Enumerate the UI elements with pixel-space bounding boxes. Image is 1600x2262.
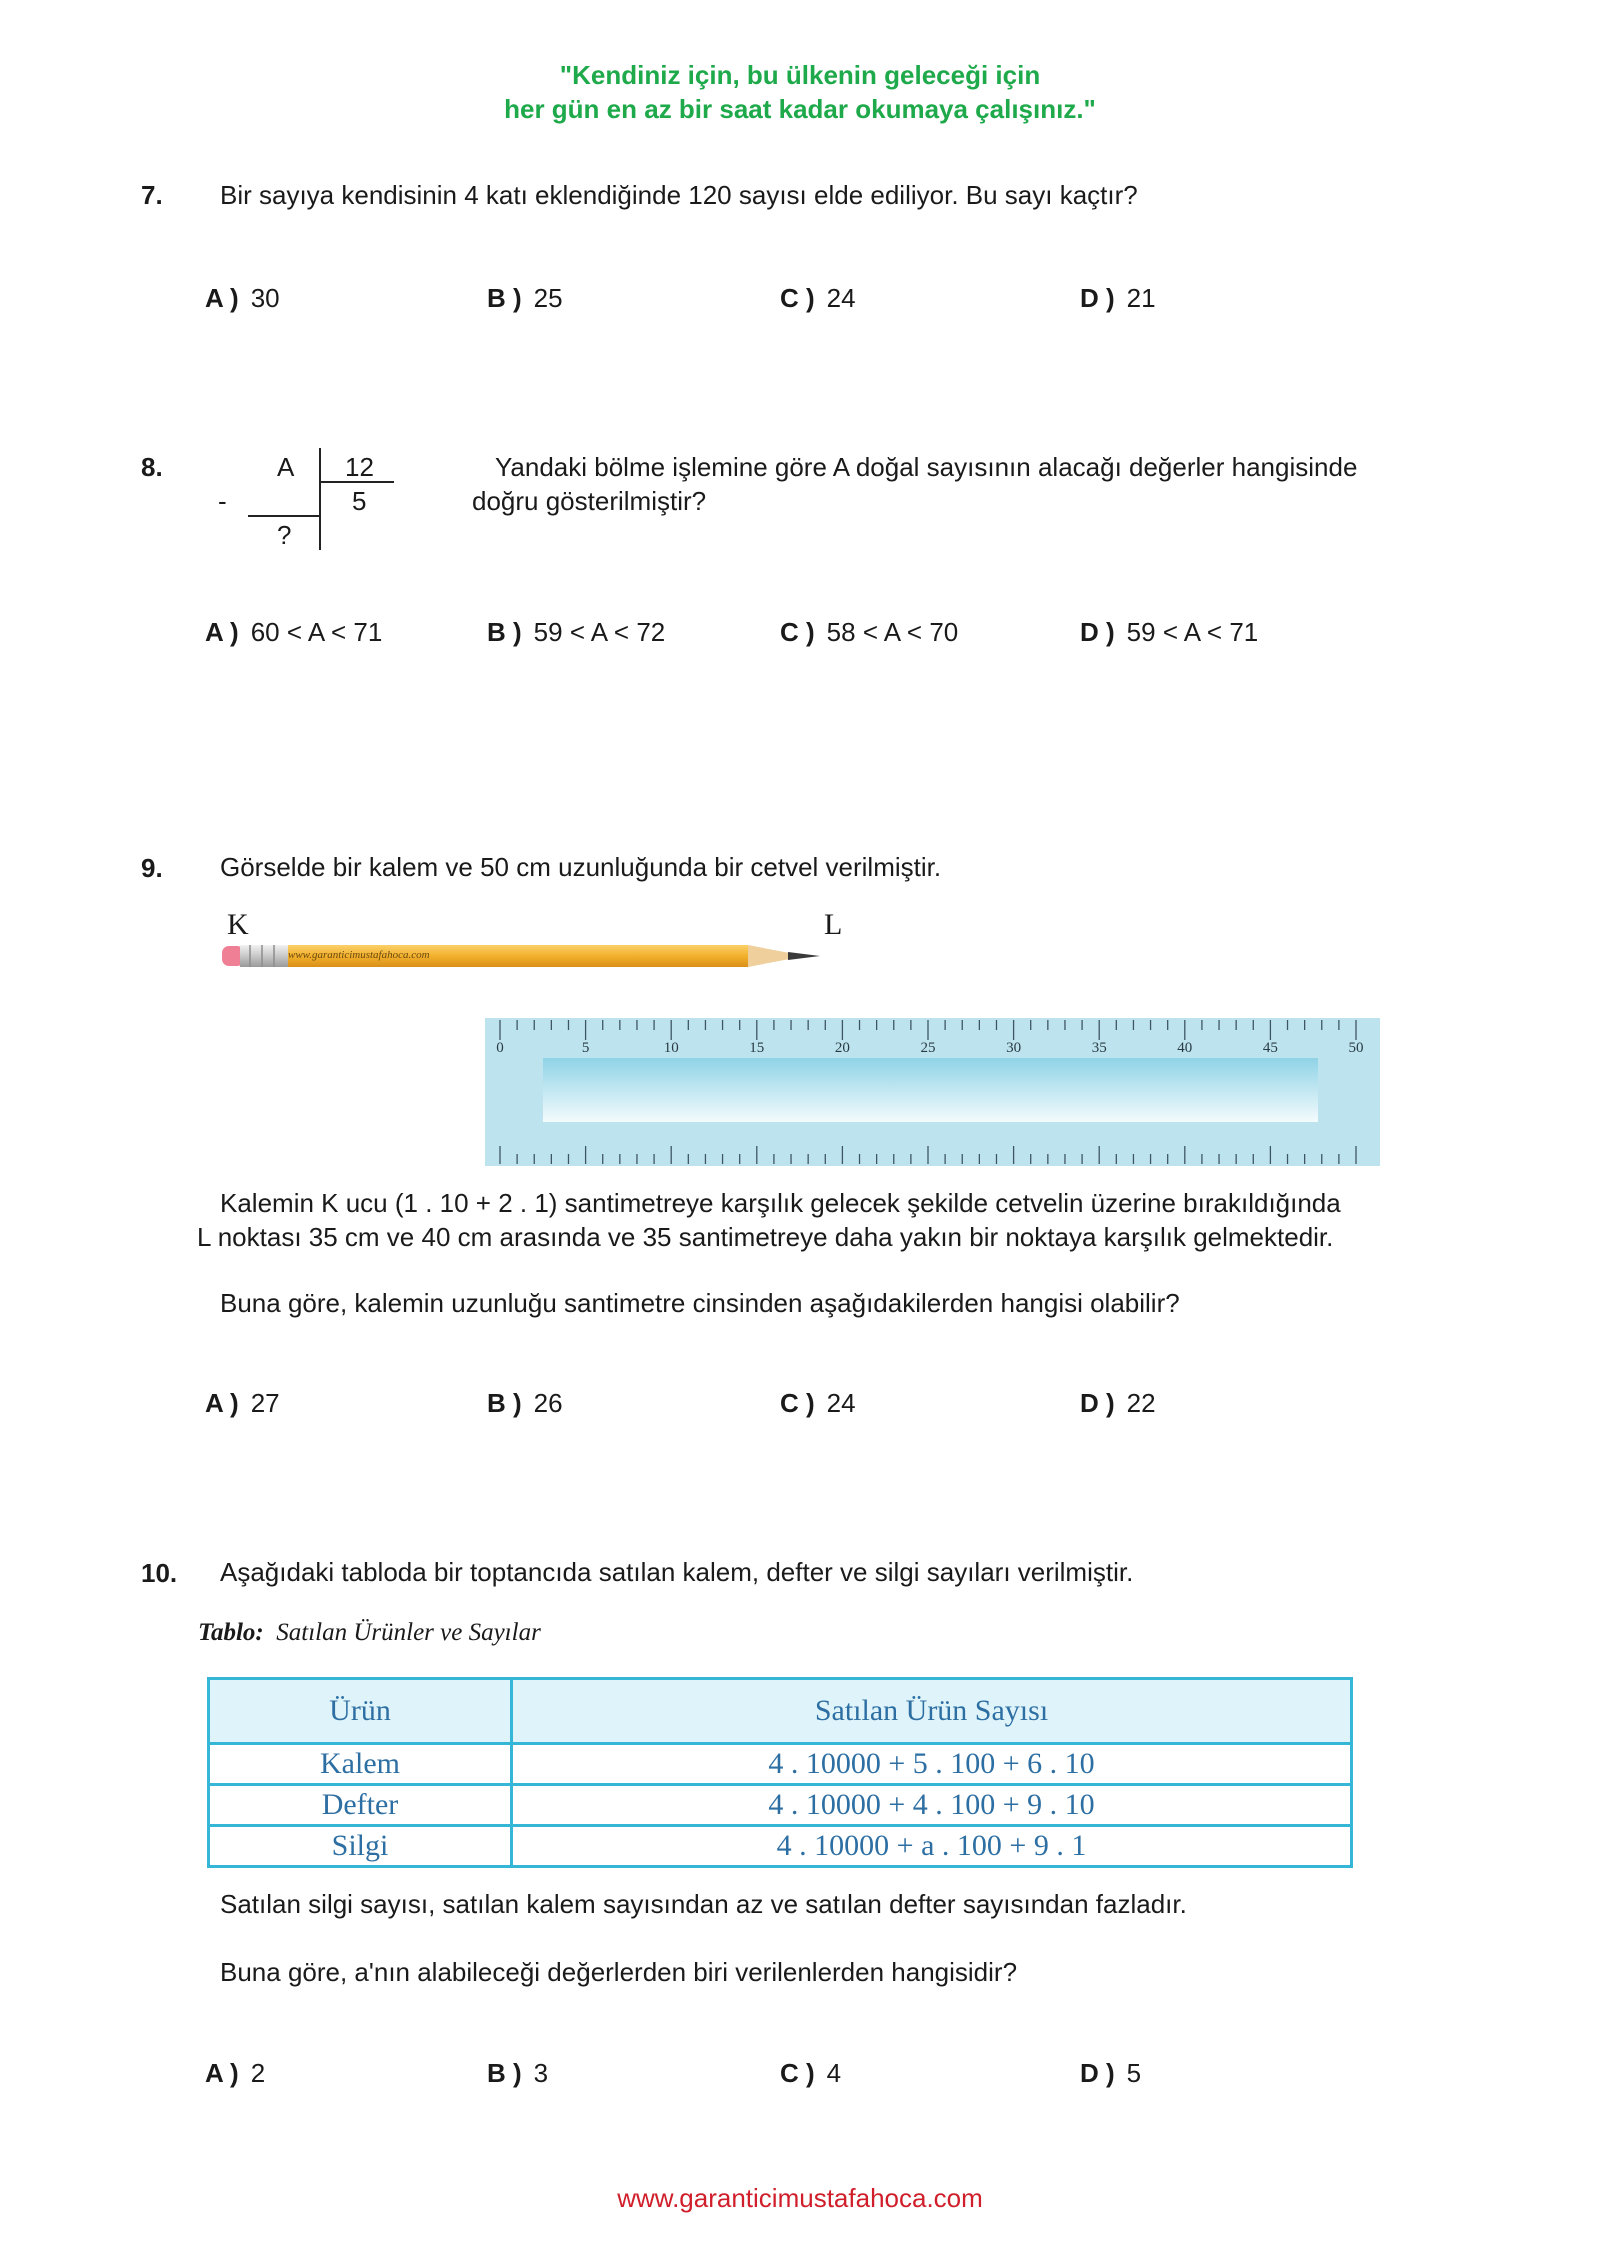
division-quotient: 5 [352,486,367,516]
q8-option-d: D ) 59 < A < 71 [1080,617,1259,647]
table-cell-product: Kalem [209,1744,512,1785]
long-division-diagram [210,448,410,558]
question-10-number: 10. [141,1558,178,1588]
q8-option-b: B ) 59 < A < 72 [487,617,666,647]
pencil-label-k: K [227,908,249,941]
ruler-number-label: 10 [663,1040,679,1056]
ruler-number-label: 25 [920,1040,936,1056]
question-8-number: 8. [141,452,163,482]
question-8-text-line-2: doğru gösterilmiştir? [472,486,707,516]
q9-option-c: C ) 24 [780,1388,856,1418]
ruler-number-label: 15 [749,1040,765,1056]
products-table [207,1677,1353,1868]
table-caption-bold: Tablo: [198,1619,264,1646]
table-cell-product: Defter [209,1785,512,1826]
question-10-para-1: Satılan silgi sayısı, satılan kalem sayısından az ve satılan defter sayısından fazladır. [220,1889,1187,1919]
pencil-label-l: L [824,908,843,941]
q10-option-a: A ) 2 [205,2058,266,2088]
question-9-number: 9. [141,853,163,883]
question-7-text: Bir sayıya kendisinin 4 katı eklendiğinde 120 sayısı elde ediliyor. Bu sayı kaçtır? [220,180,1138,210]
ruler-number-label: 30 [1006,1040,1022,1056]
q9-option-d: D ) 22 [1080,1388,1156,1418]
table-cell-count: 4 . 10000 + 4 . 100 + 9 . 10 [512,1785,1352,1826]
table-cell-product: Silgi [209,1826,512,1867]
table-header-product: Ürün [209,1679,512,1744]
ruler-number-label: 0 [496,1040,504,1056]
ruler-number-label: 20 [834,1040,850,1056]
question-7-number: 7. [141,180,163,210]
question-9-para-2: Buna göre, kalemin uzunluğu santimetre cinsinden aşağıdakilerden hangisi olabilir? [220,1288,1180,1318]
table-header-row [209,1679,1352,1744]
question-8-text-line-1: Yandaki bölme işlemine göre A doğal sayısının alacağı değerler hangisinde [495,452,1358,482]
q7-option-c: C ) 24 [780,283,856,313]
table-header-count: Satılan Ürün Sayısı [512,1679,1352,1744]
q8-option-a: A ) 60 < A < 71 [205,617,383,647]
division-lines [210,448,410,558]
table-cell-count: 4 . 10000 + a . 100 + 9 . 1 [512,1826,1352,1867]
division-minus-sign: - [218,486,227,516]
question-10-text: Aşağıdaki tabloda bir toptancıda satılan kalem, defter ve silgi sayıları verilmiştir. [220,1557,1134,1587]
motto-line-1: "Kendiniz için, bu ülkenin geleceği için [559,60,1041,90]
ruler-number-label: 40 [1177,1040,1193,1056]
division-remainder: ? [277,520,292,550]
question-9-para-1-line-1: Kalemin K ucu (1 . 10 + 2 . 1) santimetreye karşılık gelecek şekilde cetvelin üzerine bırakıldığında [220,1188,1341,1218]
q7-option-b: B ) 25 [487,283,563,313]
division-dividend: A [277,452,295,482]
table-row [209,1744,1352,1785]
ruler-number-label: 5 [581,1040,590,1056]
ruler-number-label: 50 [1348,1040,1364,1056]
q10-option-d: D ) 5 [1080,2058,1142,2088]
table-cell-count: 4 . 10000 + 5 . 100 + 6 . 10 [512,1744,1352,1785]
question-10-para-2: Buna göre, a'nın alabileceği değerlerden biri verilenlerden hangisidir? [220,1957,1018,1987]
question-9-text: Görselde bir kalem ve 50 cm uzunluğunda bir cetvel verilmiştir. [220,852,942,882]
table-row [209,1826,1352,1867]
question-9-para-1-line-2: L noktası 35 cm ve 40 cm arasında ve 35 santimetreye daha yakın bir noktaya karşılık gelmektedir. [197,1222,1334,1252]
table-row [209,1785,1352,1826]
division-divisor: 12 [345,452,374,482]
q7-option-a: A ) 30 [205,283,280,313]
q9-option-a: A ) 27 [205,1388,280,1418]
q10-option-b: B ) 3 [487,2058,549,2088]
q8-option-c: C ) 58 < A < 70 [780,617,959,647]
footer-url: www.garanticimustafahoca.com [617,2183,983,2213]
ruler-number-label: 35 [1091,1040,1107,1056]
ruler-number-label: 45 [1262,1040,1278,1056]
q9-option-b: B ) 26 [487,1388,563,1418]
q10-option-c: C ) 4 [780,2058,842,2088]
table-caption-italic: Satılan Ürünler ve Sayılar [276,1619,541,1646]
q7-option-d: D ) 21 [1080,283,1156,313]
pencil-imprint: www.garanticimustafahoca.com [288,949,430,961]
motto-line-2: her gün en az bir saat kadar okumaya çalışınız." [504,94,1096,124]
ruler-drawing [485,1018,1380,1166]
table-caption [198,1619,541,1647]
